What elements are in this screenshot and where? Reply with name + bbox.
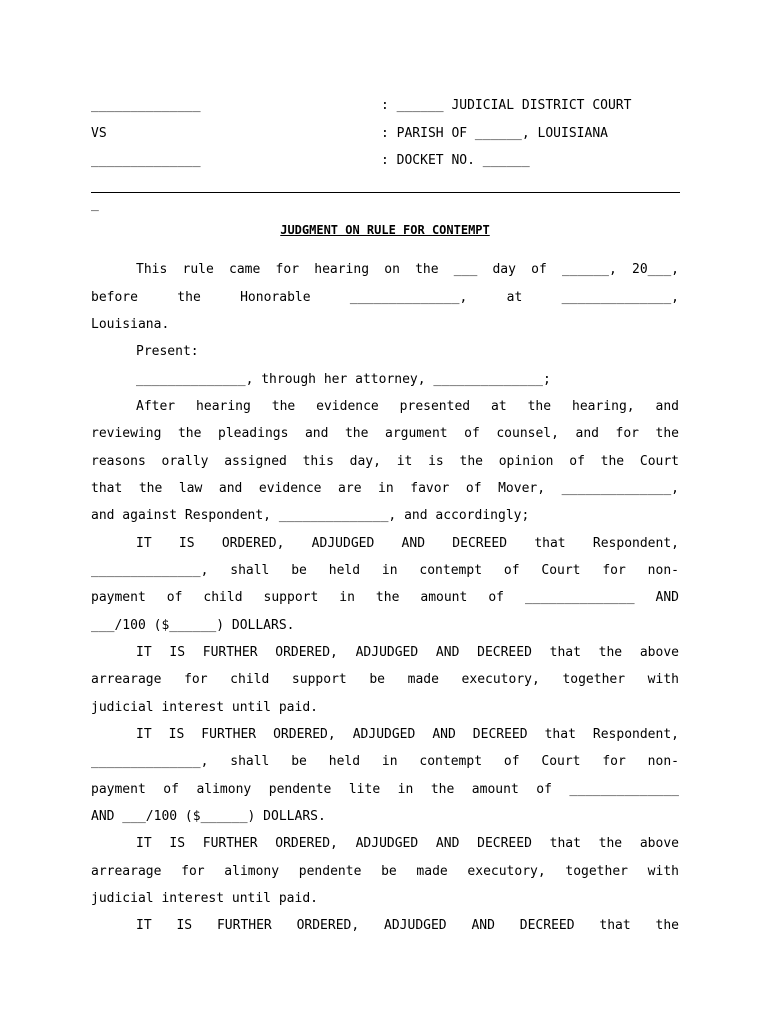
body-line: reviewing the pleadings and the argument of counsel, and for the xyxy=(91,426,679,441)
body-line: After hearing the evidence presented at the hearing, and xyxy=(136,399,679,414)
body-line: payment of alimony pendente lite in the amount of ______________ xyxy=(91,782,679,797)
defendant-blank: ______________ xyxy=(91,153,201,168)
body-line: judicial interest until paid. xyxy=(91,891,318,906)
body-line: ___/100 ($______) DOLLARS. xyxy=(91,618,295,633)
caption-divider xyxy=(91,192,680,193)
body-line: ______________, shall be held in contempt of Court for non- xyxy=(91,563,679,578)
document-title: JUDGMENT ON RULE FOR CONTEMPT xyxy=(280,223,490,237)
body-line: ______________, shall be held in contempt of Court for non- xyxy=(91,754,679,769)
body-line: payment of child support in the amount of ______________ AND xyxy=(91,590,679,605)
body-line: Louisiana. xyxy=(91,317,170,332)
body-line: IT IS FURTHER ORDERED, ADJUDGED AND DECREED that the above xyxy=(136,645,679,660)
plaintiff-blank: ______________ xyxy=(91,98,201,113)
body-line: AND ___/100 ($______) DOLLARS. xyxy=(91,809,326,824)
parish-name: : PARISH OF ______, LOUISIANA xyxy=(381,126,608,141)
body-line: IT IS FURTHER ORDERED, ADJUDGED AND DECREED that the xyxy=(136,918,679,933)
body-line: and against Respondent, ______________, and accordingly; xyxy=(91,508,530,523)
body-line: IT IS FURTHER ORDERED, ADJUDGED AND DECREED that the above xyxy=(136,836,679,851)
body-line: judicial interest until paid. xyxy=(91,700,318,715)
docket-number: : DOCKET NO. ______ xyxy=(381,153,530,168)
body-line: IT IS FURTHER ORDERED, ADJUDGED AND DECREED that Respondent, xyxy=(136,727,679,742)
caption-divider-tail: _ xyxy=(91,197,99,212)
versus-label: VS xyxy=(91,126,107,141)
body-line: reasons orally assigned this day, it is the opinion of the Court xyxy=(91,454,679,469)
body-line: before the Honorable ______________, at ______________, xyxy=(91,290,679,305)
body-line: arrearage for alimony pendente be made executory, together with xyxy=(91,864,679,879)
court-name: : ______ JUDICIAL DISTRICT COURT xyxy=(381,98,632,113)
body-line: Present: xyxy=(136,344,199,359)
body-line: arrearage for child support be made executory, together with xyxy=(91,672,679,687)
body-line: ______________, through her attorney, ______________; xyxy=(136,372,551,387)
body-line: This rule came for hearing on the ___ day of ______, 20___, xyxy=(136,262,679,277)
body-line: IT IS ORDERED, ADJUDGED AND DECREED that Respondent, xyxy=(136,536,679,551)
body-line: that the law and evidence are in favor of Mover, ______________, xyxy=(91,481,679,496)
